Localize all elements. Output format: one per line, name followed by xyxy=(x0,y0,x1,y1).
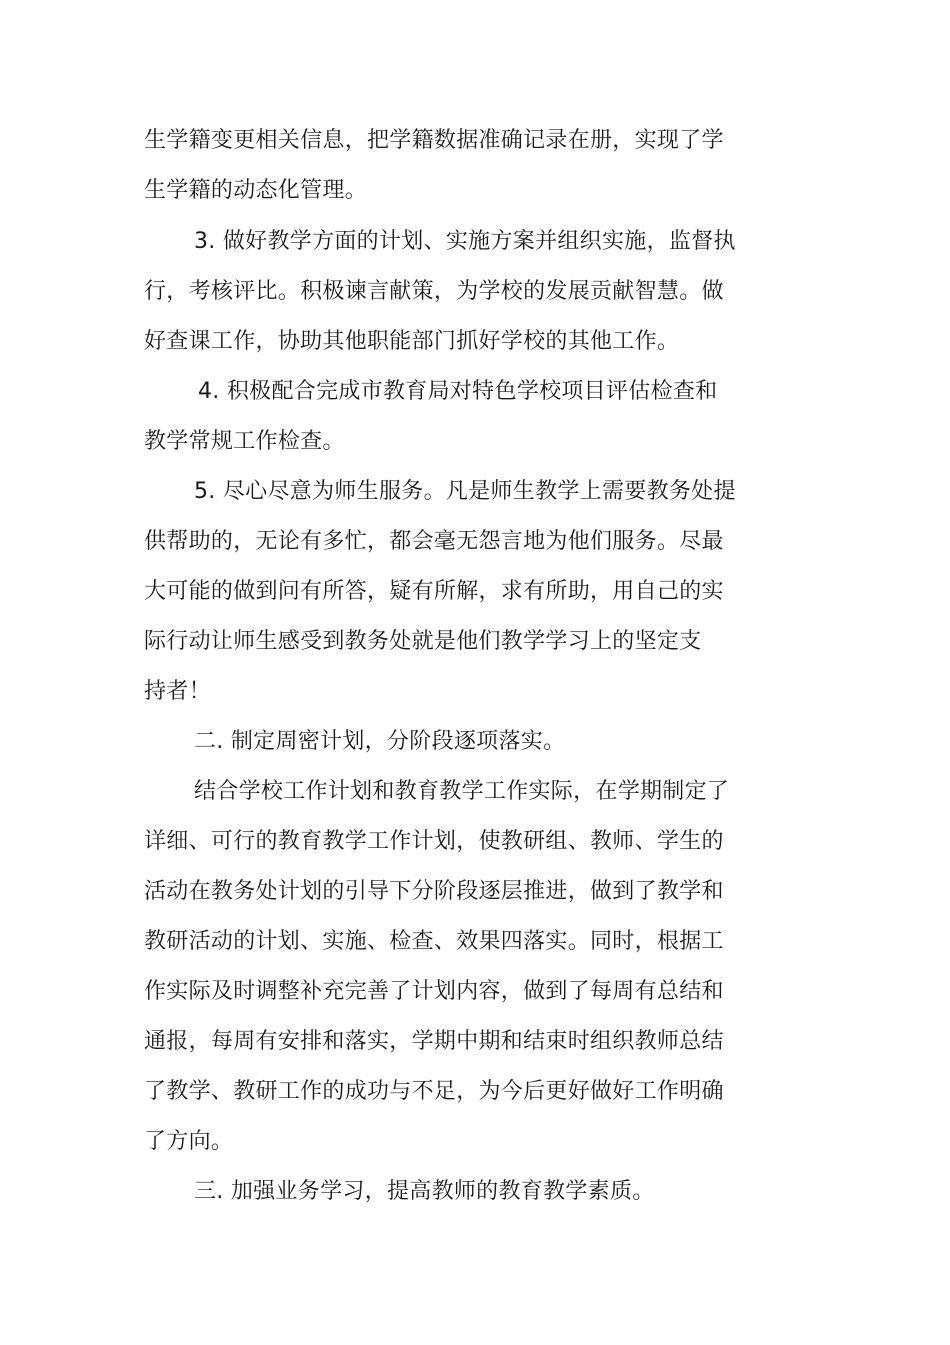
section-heading: 三. 加强业务学习，提高教师的教育教学素质。 xyxy=(194,1179,655,1204)
text-line: 通报，每周有安排和落实，学期中期和结束时组织教师总结 xyxy=(144,1029,724,1054)
text-line: 大可能的做到问有所答，疑有所解，求有所助，用自己的实 xyxy=(144,579,724,604)
text-line: 生学籍变更相关信息，把学籍数据准确记录在册，实现了学 xyxy=(144,128,724,153)
text-line: 行，考核评比。积极谏言献策，为学校的发展贡献智慧。做 xyxy=(144,279,724,304)
text-line: 生学籍的动态化管理。 xyxy=(144,178,368,203)
text-line: 5. 尽心尽意为师生服务。凡是师生教学上需要教务处提 xyxy=(194,479,736,504)
text-line: 详细、可行的教育教学工作计划，使教研组、教师、学生的 xyxy=(144,829,724,854)
text-line: 了方向。 xyxy=(144,1129,234,1154)
text-line: 教学常规工作检查。 xyxy=(144,429,345,454)
text-line: 好查课工作，协助其他职能部门抓好学校的其他工作。 xyxy=(144,329,680,354)
text-line: 作实际及时调整补充完善了计划内容，做到了每周有总结和 xyxy=(144,979,724,1004)
text-line: 教研活动的计划、实施、检查、效果四落实。同时，根据工 xyxy=(144,929,724,954)
text-line: 活动在教务处计划的引导下分阶段逐层推进，做到了教学和 xyxy=(144,879,724,904)
text-line: 供帮助的，无论有多忙，都会毫无怨言地为他们服务。尽最 xyxy=(144,529,724,554)
text-line: 了教学、教研工作的成功与不足，为今后更好做好工作明确 xyxy=(144,1079,724,1104)
text-line: 4. 积极配合完成市教育局对特色学校项目评估检查和 xyxy=(198,379,718,404)
text-line: 3. 做好教学方面的计划、实施方案并组织实施，监督执 xyxy=(194,229,736,254)
text-line: 际行动让师生感受到教务处就是他们教学学习上的坚定支 xyxy=(144,629,702,654)
section-heading: 二. 制定周密计划，分阶段逐项落实。 xyxy=(194,729,566,754)
text-line: 结合学校工作计划和教育教学工作实际，在学期制定了 xyxy=(194,779,730,804)
text-line: 持者！ xyxy=(144,679,211,704)
